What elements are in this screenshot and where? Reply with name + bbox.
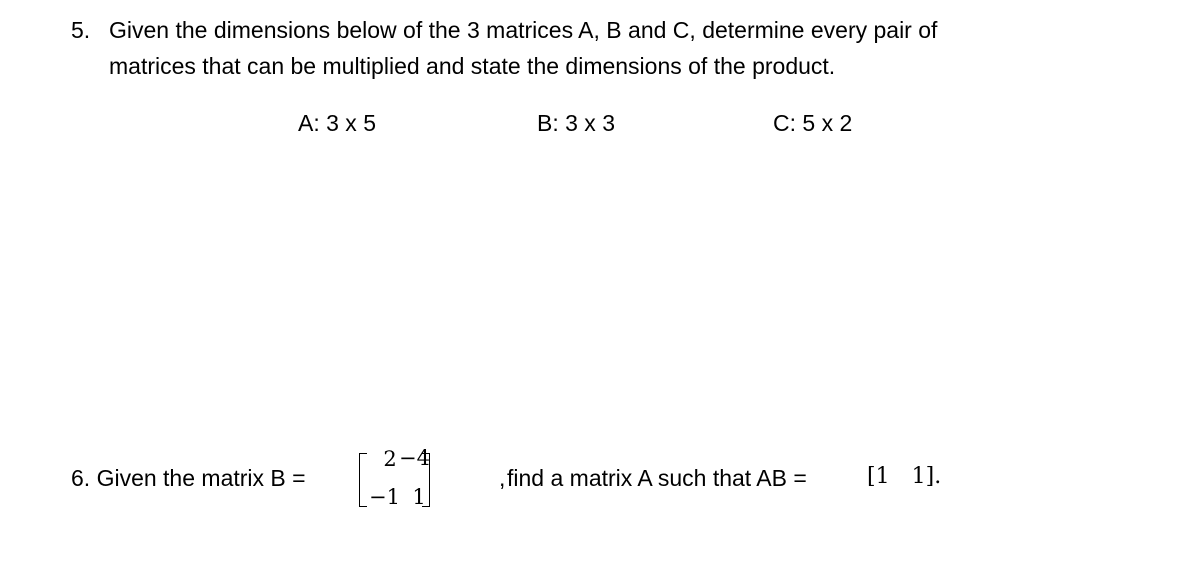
matrix-ab-value: 1 (875, 464, 890, 489)
matrix-ab-close-bracket: ] (925, 464, 935, 489)
sentence-period: . (934, 464, 942, 489)
question-5-number: 5. (71, 17, 91, 43)
matrix-b-cell: −4 (399, 446, 430, 470)
matrix-ab-open-bracket: [ (867, 464, 876, 489)
matrix-ab-value: 1 (911, 464, 926, 489)
matrix-b-left-bracket (359, 453, 367, 507)
matrix-c-dimensions: C: 5 x 2 (773, 110, 853, 136)
matrix-comma: , (499, 465, 506, 491)
question-6-prefix: 6. Given the matrix B = (71, 465, 306, 491)
matrix-b-dimensions: B: 3 x 3 (537, 110, 615, 136)
matrix-b-right-bracket (422, 453, 430, 507)
question-5-text-line-1: Given the dimensions below of the 3 matrices A, B and C, determine every pair of (109, 17, 938, 43)
matrix-a-dimensions: A: 3 x 5 (298, 110, 376, 136)
matrix-b (357, 444, 506, 514)
question-6-suffix: find a matrix A such that AB = (507, 465, 807, 491)
matrix-b-cell: −1 (369, 485, 400, 509)
matrix-b-cell: 1 (412, 485, 426, 509)
question-5-text-line-2: matrices that can be multiplied and state the dimensions of the product. (109, 53, 836, 79)
matrix-b-cell: 2 (383, 447, 397, 471)
matrix-ab-result (867, 462, 941, 492)
